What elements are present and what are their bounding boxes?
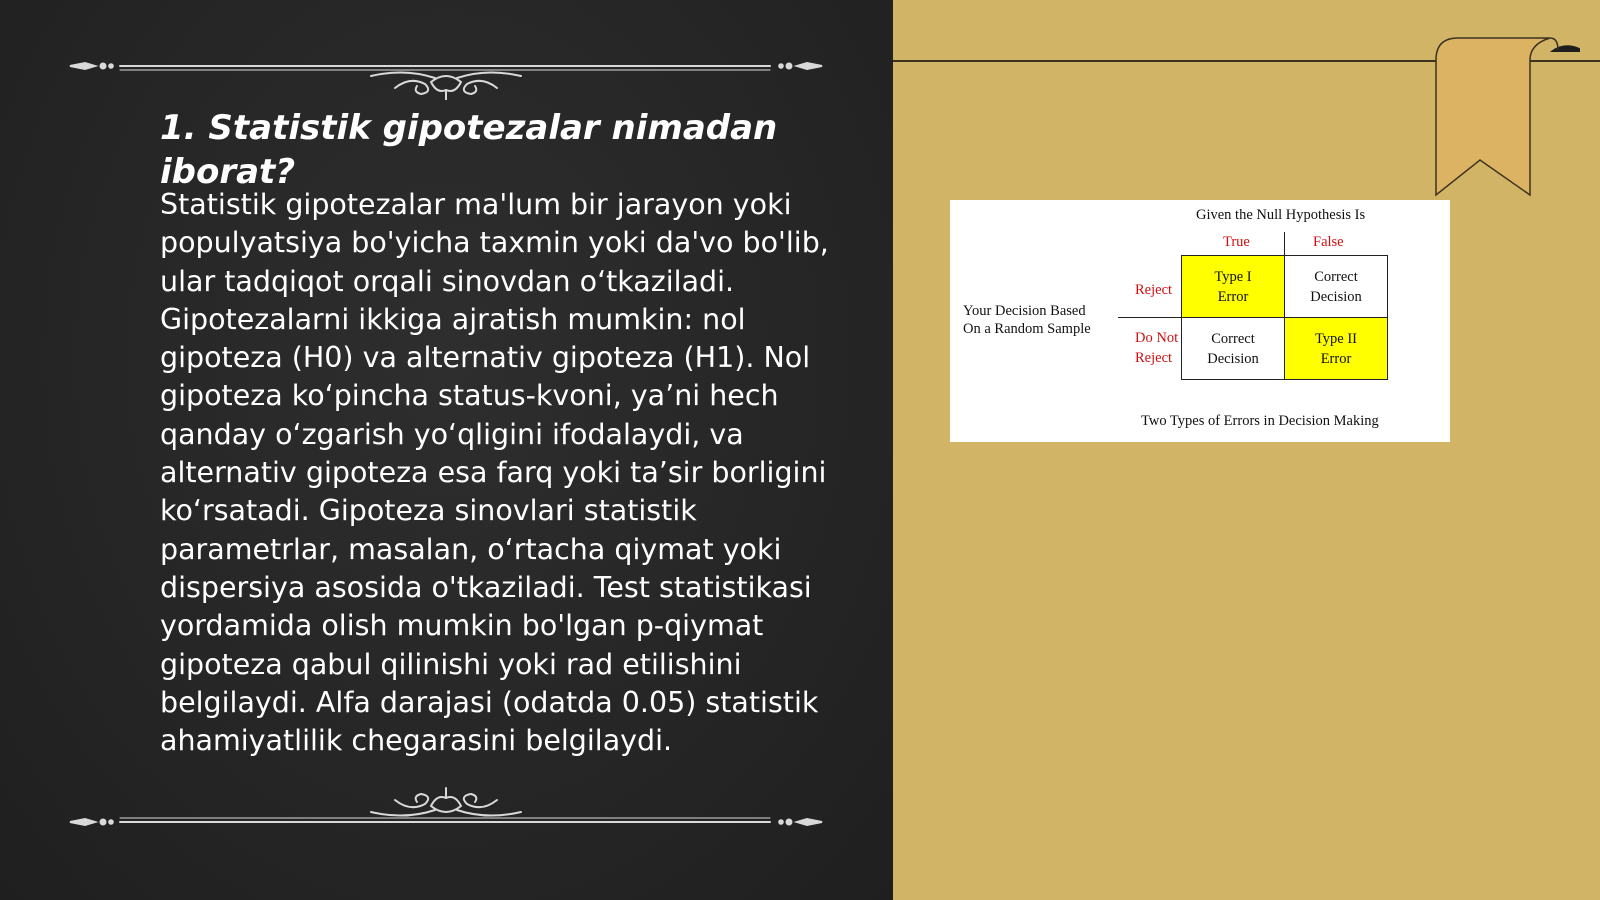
cell-type-i-error bbox=[1181, 255, 1285, 318]
slide-body-text: Statistik gipotezalar ma'lum bir jarayon yoki populyatsiya bo'yicha taxmin yoki da'vo bo'lib, ular tadqiqot orqali sinovdan o‘tkaziladi. Gipotezalarni ikkiga ajratish mumkin: nol gipoteza (H0) va alternativ gipoteza (H1). Nol gipoteza ko‘pincha status-kvoni, ya’ni hech qanday o‘zgarish yo‘qligini ifodalaydi, va alternativ gipoteza esa farq yoki ta’sir borligini ko‘rsatadi. Gipoteza sinovlari statistik parametrlar, masalan, o‘rtacha qiymat yoki dispersiya asosida o'tkaziladi. Test statistikasi yordamida olish mumkin bo'lgan p-qiymat gipoteza qabul qilinishi yoki rad etilishini belgilaydi. Alfa darajasi (odatda 0.05) statistik ahamiyatlilik chegarasini belgilaydi. bbox=[160, 188, 829, 758]
row-label-do-not-line2: Reject bbox=[1135, 350, 1173, 366]
cell-correct-decision-bottom bbox=[1181, 317, 1285, 380]
cell-text-line: Decision bbox=[1207, 350, 1259, 367]
cell-text-line: Correct bbox=[1314, 268, 1358, 285]
cell-correct-decision-top bbox=[1284, 255, 1388, 318]
slide-title: 1. Statistik gipotezalar nimadan iborat? bbox=[160, 108, 778, 192]
cell-text-line: Error bbox=[1320, 350, 1352, 367]
bookmark-ribbon-icon bbox=[1430, 30, 1580, 200]
row-label-do-not-line1: Do Not bbox=[1135, 330, 1179, 346]
cell-type-ii-error bbox=[1284, 317, 1388, 380]
row-axis-label-line1: Your Decision Based bbox=[963, 303, 1086, 319]
hypothesis-error-table-figure bbox=[950, 200, 1450, 442]
figure-header: Given the Null Hypothesis Is bbox=[1196, 207, 1366, 223]
column-label-true: True bbox=[1223, 234, 1250, 250]
bottom-ornament-divider bbox=[65, 770, 827, 830]
row-separator-line bbox=[1118, 317, 1182, 318]
cell-text-line: Decision bbox=[1310, 288, 1362, 305]
row-label-reject: Reject bbox=[1135, 282, 1173, 298]
column-separator-line bbox=[1284, 232, 1285, 255]
cell-text-line: Error bbox=[1217, 288, 1249, 305]
cell-text-line: Type I bbox=[1214, 268, 1252, 285]
cell-text-line: Correct bbox=[1211, 330, 1255, 347]
column-label-false: False bbox=[1313, 234, 1344, 250]
figure-caption: Two Types of Errors in Decision Making bbox=[1141, 413, 1379, 429]
row-axis-label-line2: On a Random Sample bbox=[963, 321, 1091, 337]
top-ornament-divider bbox=[65, 40, 827, 100]
cell-text-line: Type II bbox=[1314, 330, 1358, 347]
